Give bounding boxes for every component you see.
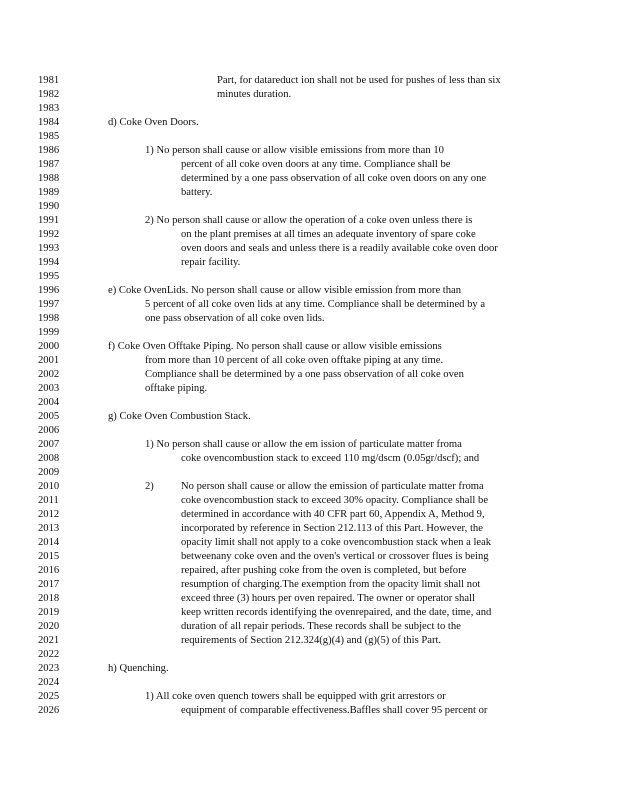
- text-line: No person shall cause or allow the emission of particulate matter froma: [181, 481, 484, 492]
- section-heading: f) Coke Oven Offtake Piping. No person shall cause or allow visible emissions: [108, 341, 442, 352]
- text-line: duration of all repair periods. These records shall be subject to the: [181, 621, 461, 632]
- line-number: 1990: [38, 201, 60, 212]
- section-heading: e) Coke OvenLids. No person shall cause or allow visible emission from more than: [108, 285, 462, 296]
- text-line: minutes duration.: [217, 89, 292, 100]
- line-number: 1983: [38, 103, 60, 114]
- line-number: 2024: [38, 677, 60, 688]
- line-number: 2004: [38, 397, 60, 408]
- text-line: coke ovencombustion stack to exceed 110 mg/dscm (0.05gr/dscf); and: [181, 453, 480, 464]
- line-number: 2016: [38, 565, 60, 576]
- line-number: 1988: [38, 173, 60, 184]
- section-heading: d) Coke Oven Doors.: [108, 117, 199, 128]
- section-heading: h) Quenching.: [108, 663, 169, 674]
- line-number: 2006: [38, 425, 60, 436]
- section-heading: g) Coke Oven Combustion Stack.: [108, 411, 251, 422]
- text-line: repair facility.: [181, 257, 241, 268]
- line-number: 1997: [38, 299, 60, 310]
- line-number: 2010: [38, 481, 60, 492]
- text-line: exceed three (3) hours per oven repaired. The owner or operator shall: [181, 593, 475, 604]
- line-number: 1998: [38, 313, 60, 324]
- line-number: 2017: [38, 579, 60, 590]
- text-line: betweenany coke oven and the oven's vertical or crossover flues is being: [181, 551, 489, 562]
- line-number: 1995: [38, 271, 60, 282]
- line-number: 2019: [38, 607, 60, 618]
- line-number: 1999: [38, 327, 60, 338]
- text-line: repaired, after pushing coke from the oven is completed, but before: [181, 565, 467, 576]
- line-number: 1991: [38, 215, 60, 226]
- text-line: from more than 10 percent of all coke oven offtake piping at any time.: [145, 355, 444, 366]
- text-line: keep written records identifying the ovenrepaired, and the date, time, and: [181, 607, 492, 618]
- text-line: incorporated by reference in Section 212.113 of this Part. However, the: [181, 523, 483, 534]
- line-number: 1992: [38, 229, 60, 240]
- line-number: 2021: [38, 635, 60, 646]
- line-number: 2018: [38, 593, 60, 604]
- text-line: one pass observation of all coke oven lids.: [145, 313, 325, 324]
- text-line: on the plant premises at all times an adequate inventory of spare coke: [181, 229, 476, 240]
- line-number: 2022: [38, 649, 60, 660]
- line-number: 2014: [38, 537, 60, 548]
- text-line: determined by a one pass observation of all coke oven doors on any one: [181, 173, 487, 184]
- text-line: offtake piping.: [145, 383, 208, 394]
- line-number: 2011: [38, 495, 59, 506]
- line-number: 2003: [38, 383, 60, 394]
- line-number: 1986: [38, 145, 60, 156]
- item-marker: 2): [145, 481, 154, 492]
- line-number: 1981: [38, 75, 60, 86]
- text-line: Compliance shall be determined by a one pass observation of all coke oven: [145, 369, 464, 380]
- line-number: 2008: [38, 453, 60, 464]
- line-number: 2025: [38, 691, 60, 702]
- line-number: 2009: [38, 467, 60, 478]
- line-number: 2023: [38, 663, 60, 674]
- text-line: determined in accordance with 40 CFR part 60, Appendix A, Method 9,: [181, 509, 485, 520]
- line-number: 1985: [38, 131, 60, 142]
- text-line: percent of all coke oven doors at any time. Compliance shall be: [181, 159, 451, 170]
- text-line: resumption of charging.The exemption from the opacity limit shall not: [181, 579, 481, 590]
- line-number: 2007: [38, 439, 60, 450]
- line-number: 1989: [38, 187, 60, 198]
- text-line: requirements of Section 212.324(g)(4) and (g)(5) of this Part.: [181, 635, 442, 646]
- text-line: opacity limit shall not apply to a coke ovencombustion stack when a leak: [181, 537, 492, 548]
- text-line: oven doors and seals and unless there is a readily available coke oven door: [181, 243, 498, 254]
- line-number: 2020: [38, 621, 60, 632]
- line-number: 2000: [38, 341, 60, 352]
- line-number: 1984: [38, 117, 60, 128]
- text-line: 1) All coke oven quench towers shall be equipped with grit arrestors or: [145, 691, 446, 702]
- text-line: 2) No person shall cause or allow the operation of a coke oven unless there is: [145, 215, 473, 226]
- text-line: battery.: [181, 187, 213, 198]
- text-line: equipment of comparable effectiveness.Baffles shall cover 95 percent or: [181, 705, 488, 716]
- line-number: 1993: [38, 243, 60, 254]
- line-number: 1996: [38, 285, 60, 296]
- line-number: 2001: [38, 355, 60, 366]
- line-number: 2002: [38, 369, 60, 380]
- text-line: Part, for datareduct ion shall not be used for pushes of less than six: [217, 75, 501, 86]
- line-number: 1987: [38, 159, 60, 170]
- text-line: coke ovencombustion stack to exceed 30% opacity. Compliance shall be: [181, 495, 489, 506]
- text-line: 1) No person shall cause or allow the em ission of particulate matter froma: [145, 439, 462, 450]
- line-number: 2012: [38, 509, 60, 520]
- text-line: 5 percent of all coke oven lids at any time. Compliance shall be determined by a: [145, 299, 486, 310]
- text-line: 1) No person shall cause or allow visible emissions from more than 10: [145, 145, 444, 156]
- line-number: 2005: [38, 411, 60, 422]
- line-number: 2026: [38, 705, 60, 716]
- line-number: 2013: [38, 523, 60, 534]
- line-number: 1994: [38, 257, 60, 268]
- line-number: 2015: [38, 551, 60, 562]
- line-number: 1982: [38, 89, 60, 100]
